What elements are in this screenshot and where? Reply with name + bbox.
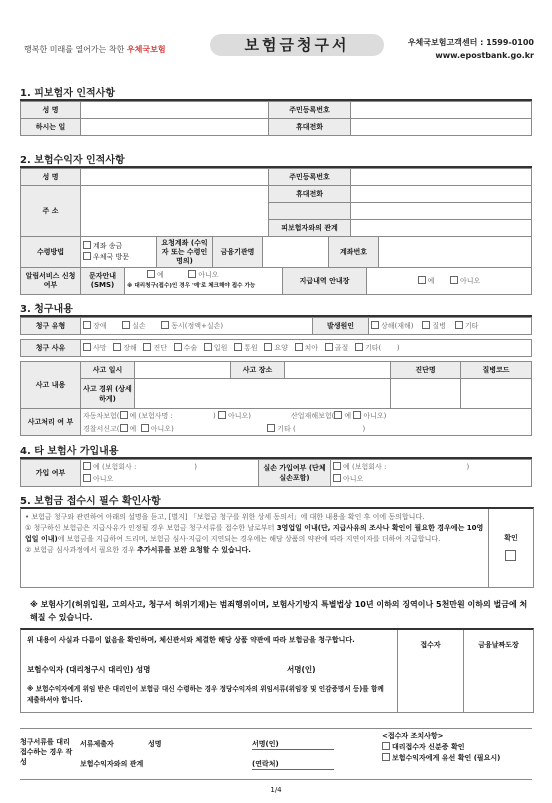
section5-title: 5. 보험금 접수시 필수 확인사항 — [20, 496, 161, 507]
contact-center: 우체국보험고객센터 : 1599-0100 — [407, 38, 534, 47]
proxy-submit-section — [20, 728, 532, 780]
industrial-yes-label: 예 — [344, 411, 352, 420]
claim-type-label: 청구 유형 — [21, 318, 81, 335]
submitter-sign-field[interactable]: 서명(인) — [252, 739, 334, 750]
beneficiary-sign-field[interactable]: 서명(인) — [287, 665, 316, 674]
reason-surgery: 수술 — [183, 344, 198, 352]
reason-fracture: 골절 — [334, 344, 349, 352]
item2-text: ② 보험금 심사과정에서 필요한 경우 — [25, 546, 135, 554]
cause-injury: 상해(재해) — [381, 322, 414, 330]
reason-checkbox[interactable] — [83, 343, 91, 351]
close-paren: ) — [171, 424, 174, 433]
name-label: 성 명 — [21, 102, 81, 119]
reason-close: ) — [396, 344, 400, 352]
accident-place-label: 사고 장소 — [231, 362, 285, 379]
indemnity-no-label: 아니오 — [343, 475, 364, 483]
relation-field[interactable] — [351, 220, 532, 237]
account-no-label: 계좌번호 — [329, 237, 379, 268]
police-yes-checkbox[interactable] — [120, 424, 128, 432]
other-insurer-yes-label: 예 (보험회사 : — [93, 463, 137, 471]
indemnity-no-checkbox[interactable] — [333, 474, 341, 482]
type-checkbox[interactable] — [83, 321, 91, 329]
page-number: 1/4 — [270, 786, 282, 794]
receive-method-label: 수령방법 — [21, 237, 81, 268]
insured-job-field[interactable] — [81, 119, 269, 136]
section2-table — [20, 166, 532, 295]
cause-other: 기타 — [464, 322, 479, 330]
submitter-name-label: 성명 — [148, 740, 162, 748]
industrial-yes-checkbox[interactable] — [334, 411, 342, 419]
other-insurer-no-checkbox[interactable] — [83, 474, 91, 482]
blank-label — [269, 203, 351, 220]
job-label: 하시는 일 — [21, 119, 81, 136]
diagnosis-label: 진단명 — [391, 362, 461, 379]
section4-title: 4. 타 보험사 가입내용 — [20, 446, 119, 457]
statement-label: 지급내역 안내장 — [283, 268, 367, 295]
measure1-checkbox[interactable] — [382, 742, 390, 750]
signature-block — [20, 628, 534, 713]
item1-text: ① 청구하신 보험금은 지급사유가 인정될 경우 보험금 청구서류를 접수한 날로부터 — [25, 524, 275, 532]
industrial-no-checkbox[interactable] — [353, 411, 361, 419]
close-paren: ) — [362, 424, 366, 433]
measure2-label: 보험수익자에게 유선 확인 (필요시) — [392, 754, 501, 762]
notice-box — [20, 507, 534, 588]
insured-mobile-field[interactable] — [351, 119, 532, 136]
accident-date-field[interactable] — [135, 362, 231, 379]
address-field[interactable] — [81, 186, 269, 237]
account-no-field[interactable] — [379, 237, 532, 268]
police-label: 경찰서신고( — [83, 424, 120, 433]
claim-reason-options — [81, 340, 532, 357]
item1-tail: 에 보험금을 지급하여 드리며, 보험금 심사·지급이 지연되는 경우에는 해당 상품의 약관에 따라 지연이자를 더하여 지급합니다. — [57, 535, 441, 543]
account-required-label: 요청계좌 (수익자 또는 수령인 명의) — [157, 237, 213, 268]
close-paren: ) — [248, 411, 251, 420]
reason-diagnosis: 진단 — [153, 344, 167, 352]
reason-checkbox[interactable] — [325, 343, 333, 351]
confirm-label: 확인 — [504, 534, 518, 542]
item2-bold: 추가서류를 보완 요청할 수 있습니다. — [137, 546, 251, 554]
address-label: 주 소 — [21, 186, 81, 237]
insured-rrn-field[interactable] — [351, 102, 532, 119]
reason-checkbox[interactable] — [264, 343, 272, 351]
disease-code-label: 질병코드 — [461, 362, 532, 379]
reason-outpatient: 통원 — [244, 344, 258, 352]
bank-field[interactable] — [263, 237, 329, 268]
handling-label: 사고처리 여 부 — [21, 409, 81, 436]
slogan-text: 행복한 미래를 열어가는 착한 — [24, 45, 125, 54]
reason-care: 요양 — [274, 344, 288, 352]
section1-table — [20, 99, 532, 136]
rrn-label: 주민등록번호 — [269, 102, 351, 119]
contact-info — [408, 36, 534, 62]
handling-row2: 경찰서신고( 예 아니오) 기타 ( ) — [81, 422, 532, 436]
statement-yes-label: 예 — [427, 277, 435, 285]
notice-item1 — [25, 523, 487, 545]
type-checkbox[interactable] — [122, 321, 130, 329]
claim-statement: 위 내용이 사실과 다름이 없음을 확인하며, 체신관서와 체결한 해당 상품 약관에 따라 보험금을 청구합니다. — [27, 636, 355, 644]
police-no-checkbox[interactable] — [141, 424, 149, 432]
cause-options — [369, 318, 532, 335]
type-indemnity: 실손 — [132, 322, 146, 330]
sms-no-label: 아니오 — [198, 271, 219, 279]
section1-title: 1. 피보험자 인적사항 — [20, 88, 115, 99]
beneficiary-rrn-label: 주민등록번호 — [269, 169, 351, 186]
section3-title: 3. 청구내용 — [20, 304, 73, 315]
confirm-cell — [488, 509, 533, 587]
statement-no-checkbox[interactable] — [450, 276, 458, 284]
disease-code-field[interactable] — [461, 379, 532, 409]
close-paren: ) — [466, 463, 470, 471]
beneficiary-sign-label: 보험수익자 (대리청구시 대리인) 성명 — [27, 665, 151, 674]
cause-checkbox[interactable] — [455, 321, 463, 329]
reason-hospitalization: 입원 — [213, 344, 228, 352]
close-paren: ) — [383, 411, 387, 420]
accident-label: 사고 내용 — [21, 362, 81, 409]
car-no-label: 아니오 — [227, 411, 249, 420]
type-checkbox[interactable] — [161, 321, 169, 329]
notice-item2 — [25, 545, 487, 556]
statement-no-label: 아니오 — [460, 277, 481, 285]
reason-other: 기타( — [364, 344, 382, 352]
insured-name-field[interactable] — [81, 102, 269, 119]
cause-checkbox[interactable] — [422, 321, 430, 329]
handling-row1 — [81, 409, 532, 423]
accident-detail-label: 사고 경위 (상세하게) — [81, 379, 135, 409]
fraud-warning: ※ 보험사기(허위입원, 고의사고, 청구서 허위기재)는 범죄행위이며, 보험사기방지 특별법상 10년 이하의 징역이나 5천만원 이하의 벌금에 처해질 수 있습니다. — [30, 600, 528, 622]
other-insurer-label: 가입 여부 — [21, 460, 81, 487]
notice-text — [25, 512, 487, 556]
relation-label: 피보험자와의 관계 — [269, 220, 351, 237]
car-yes-label: 예 (보험사명 : — [129, 411, 173, 420]
brand-logo: 우체국보험 — [126, 45, 166, 54]
accident-detail-field[interactable] — [135, 379, 391, 409]
website-link[interactable]: www.epostbank.go.kr — [435, 51, 534, 60]
other-checkbox[interactable] — [267, 424, 275, 432]
slogan — [24, 44, 166, 55]
reason-checkbox[interactable] — [143, 343, 151, 351]
checkbox[interactable] — [83, 252, 91, 260]
reason-dental: 치아 — [304, 344, 319, 352]
sms-note: ※ 대리청구(접수)인 경우 '예'로 체크해야 접수 가능 — [127, 283, 256, 289]
reason-disability: 장해 — [123, 344, 137, 352]
police-no-label: 아니오 — [150, 424, 172, 433]
transfer-label: 계좌 송금 — [93, 242, 123, 250]
other-insurer-yes-checkbox[interactable] — [83, 462, 91, 470]
accident-date-label: 사고 일시 — [81, 362, 135, 379]
reason-checkbox[interactable] — [295, 343, 303, 351]
proxy-note: ※ 보험수익자에게 위임 받은 대리인이 보험금 대신 수령하는 경우 정당수익자의 위임서류(위임장 및 인감증명서 등)를 함께 제출하셔야 합니다. — [27, 685, 384, 704]
visit-option[interactable] — [83, 252, 154, 263]
submitter-label: 서류제출자 — [80, 740, 114, 748]
beneficiary-mobile-label: 휴대전화 — [269, 186, 351, 203]
measure1-label: 대리접수자 신분증 확인 — [392, 743, 465, 751]
measure2-checkbox[interactable] — [382, 753, 390, 761]
reason-checkbox[interactable] — [113, 343, 121, 351]
sms-label: 문자안내 (SMS) — [81, 268, 125, 295]
proxy-submit-label: 청구서류를 대리접수하는 경우 작성 — [20, 738, 73, 766]
submitter-contact-field[interactable]: (연락처) — [252, 759, 334, 770]
close-paren: ) — [194, 463, 197, 471]
notice-intro: • 보험금 청구와 관련하여 아래의 설명을 듣고, [별지] 「보험금 청구를 위한 상세 동의서」에 대한 내용을 확인 후 이에 동의합니다. — [25, 513, 425, 521]
diagnosis-field[interactable] — [391, 379, 461, 409]
relation-label: 보험수익자와의 관계 — [80, 760, 144, 768]
cause-label: 발생원인 — [313, 318, 369, 335]
type-disability: 장애 — [93, 322, 107, 330]
alert-service-label: 알림서비스 신청 여부 — [21, 268, 81, 295]
transfer-option[interactable] — [83, 241, 154, 252]
indemnity-yes-checkbox[interactable] — [333, 462, 341, 470]
cause-disease: 질병 — [432, 322, 446, 330]
industrial-label: 산업재해보험( — [291, 411, 335, 420]
reason-checkbox[interactable] — [204, 343, 212, 351]
section3-table — [20, 315, 532, 436]
car-no-checkbox[interactable] — [218, 411, 226, 419]
beneficiary-mobile-field[interactable] — [351, 186, 532, 203]
checkbox[interactable] — [83, 241, 91, 249]
mobile-label: 휴대전화 — [269, 119, 351, 136]
section4-table — [20, 457, 532, 487]
claim-reason-label: 청구 사유 — [21, 340, 81, 357]
reason-checkbox[interactable] — [174, 343, 182, 351]
car-yes-checkbox[interactable] — [120, 411, 128, 419]
receiver-label: 접수자 — [420, 641, 441, 649]
reason-checkbox[interactable] — [234, 343, 242, 351]
beneficiary-rrn-field[interactable] — [351, 169, 532, 186]
bank-label: 금융기관명 — [213, 237, 263, 268]
indemnity-yes-label: 예 (보험회사 : — [343, 463, 387, 471]
sms-no-checkbox[interactable] — [188, 270, 196, 278]
blank-field[interactable] — [351, 203, 532, 220]
section2-title: 2. 보험수익자 인적사항 — [20, 155, 125, 166]
other-insurer-no-label: 아니오 — [93, 475, 114, 483]
industrial-no-label: 아니오 — [363, 411, 384, 420]
other-label: 기타 ( — [277, 424, 296, 433]
close-paren: ) — [212, 411, 216, 420]
reason-death: 사망 — [93, 344, 107, 352]
reason-checkbox[interactable] — [355, 343, 363, 351]
other-insurer-options — [81, 460, 259, 487]
sms-yes-label: 예 — [157, 271, 164, 279]
receive-method-options — [81, 237, 157, 268]
beneficiary-name-label: 성 명 — [21, 169, 81, 186]
sms-options — [125, 268, 283, 295]
measures-title: <접수자 조치사항> — [382, 732, 444, 740]
receiver-measures — [382, 731, 532, 764]
indemnity-label: 실손 가입여부 (단체실손포함) — [259, 460, 331, 487]
visit-label: 우체국 방문 — [93, 253, 130, 261]
indemnity-options — [331, 460, 532, 487]
type-both: 동시(정액+실손) — [171, 322, 224, 330]
statement-options — [367, 268, 532, 295]
sms-yes-checkbox[interactable] — [147, 270, 155, 278]
cause-checkbox[interactable] — [371, 321, 379, 329]
accident-place-field[interactable] — [285, 362, 391, 379]
statement-yes-checkbox[interactable] — [418, 276, 426, 284]
beneficiary-name-field[interactable] — [81, 169, 269, 186]
item1-bold: 3영업일 이내(단, 지급사유의 조사나 확인이 필요한 경우에는 10영업일 이내) — [25, 524, 484, 543]
form-title: 보험금청구서 — [210, 34, 384, 56]
date-stamp-label: 금융날짜도장 — [478, 641, 519, 649]
header — [18, 30, 534, 70]
car-insurance-label: 자동차보험( — [83, 411, 120, 420]
confirm-checkbox[interactable] — [505, 550, 516, 561]
claim-type-options — [81, 318, 313, 335]
